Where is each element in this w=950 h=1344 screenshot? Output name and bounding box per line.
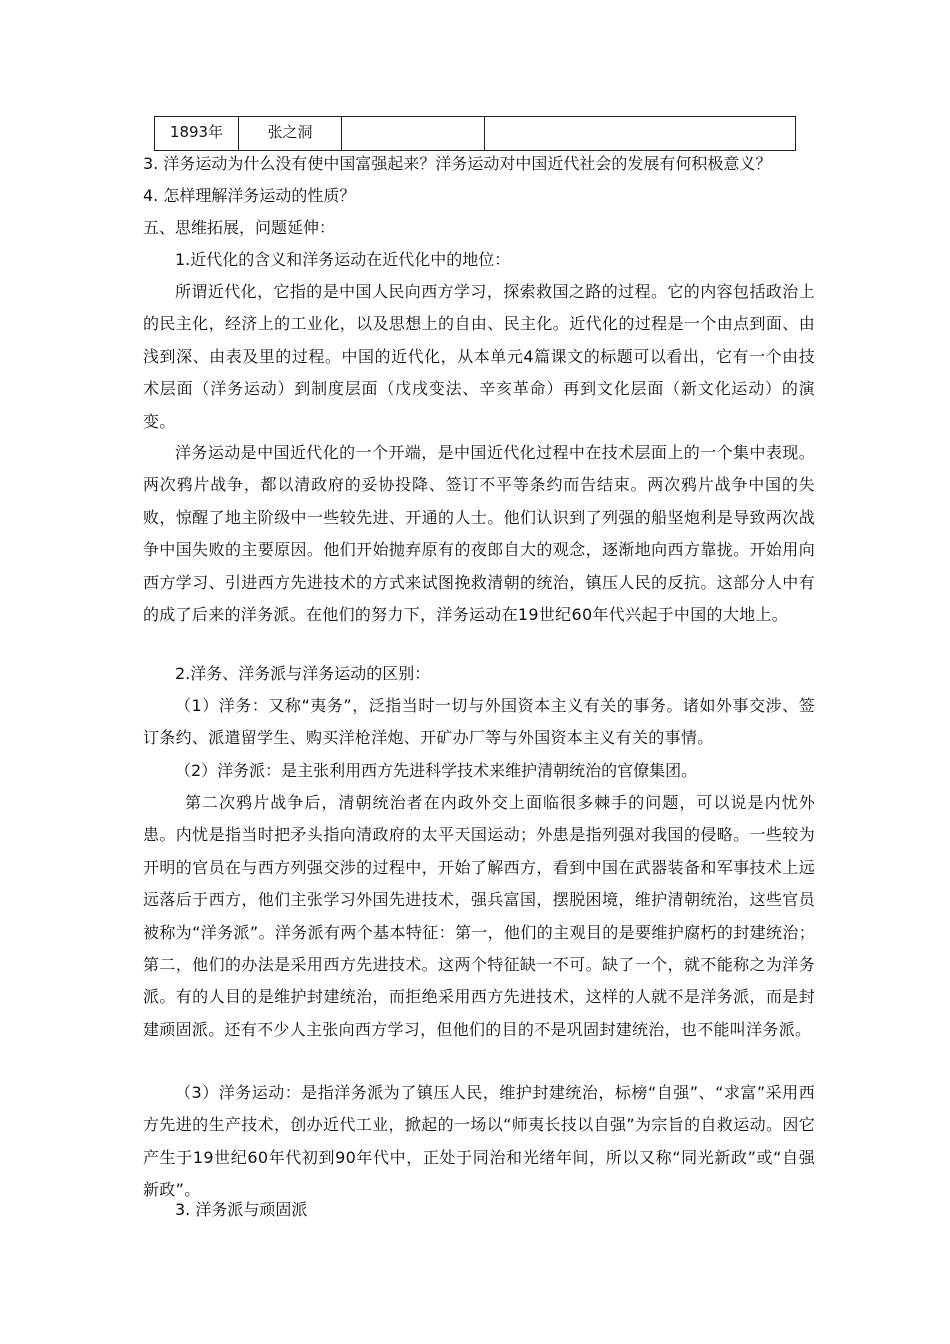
paragraph-yangwu-movement: （3）洋务运动：是指洋务派为了镇压人民，维护封建统治，标榜“自强”、“求富”采用西方先进的生产技术，创办近代工业，掀起的一场以“师夷长技以自强”为宗旨的自救运动。因它产生于19世纪60年代初到90年代中，正处于同治和光绪年间，所以又称“同光新政”或“自强新政”。 xyxy=(143,1083,815,1200)
table-row xyxy=(155,117,796,151)
subheading-3: 3. 洋务派与顽固派 xyxy=(175,1200,308,1219)
paragraph-yangwupai-definition: （2）洋务派：是主张利用西方先进科学技术来维护清朝统治的官僚集团。 xyxy=(175,761,698,780)
table-fragment xyxy=(154,116,796,151)
subheading-1: 1.近代化的含义和洋务运动在近代化中的地位： xyxy=(175,250,511,269)
paragraph-modernization: 所谓近代化，它指的是中国人民向西方学习，探索救国之路的过程。它的内容包括政治上的民主化，经济上的工业化，以及思想上的自由、民主化。近代化的过程是一个由点到面、由浅到深、由表及里的过程。中国的近代化，从本单元4篇课文的标题可以看出，它有一个由技术层面（洋务运动）到制度层面（戊戌变法、辛亥革命）再到文化层面（新文化运动）的演变。 xyxy=(143,282,815,431)
paragraph-westernization-start: 洋务运动是中国近代化的一个开端，是中国近代化过程中在技术层面上的一个集中表现。两次鸦片战争，都以清政府的妥协投降、签订不平等条约而告结束。两次鸦片战争中国的失败，惊醒了地主阶级中一些较先进、开通的人士。他们认识到了列强的船坚炮利是导致两次战争中国失败的主要原因。他们开始抛弃原有的夜郎自大的观念，逐渐地向西方靠拢。开始用向西方学习、引进西方先进技术的方式来试图挽救清朝的统治，镇压人民的反抗。这部分人中有的成了后来的洋务派。在他们的努力下，洋务运动在19世纪60年代兴起于中国的大地上。 xyxy=(143,443,815,625)
question-4: 4. 怎样理解洋务运动的性质？ xyxy=(143,186,356,205)
section-heading: 五、思维拓展，问题延伸： xyxy=(143,218,336,237)
question-3: 3. 洋务运动为什么没有使中国富强起来？洋务运动对中国近代社会的发展有何积极意义？ xyxy=(143,154,772,173)
subheading-2: 2.洋务、洋务派与洋务运动的区别： xyxy=(175,664,431,683)
paragraph-yangwupai-detail: 第二次鸦片战争后，清朝统治者在内政外交上面临很多棘手的问题，可以说是内忧外患。内忧是指当时把矛头指向清政府的太平天国运动；外患是指列强对我国的侵略。一些较为开明的官员在与西方列强交涉的过程中，开始了解西方，看到中国在武器装备和军事技术上远远落后于西方，他们主张学习外国先进技术，强兵富国，摆脱困境，维护清朝统治，这些官员被称为“洋务派”。洋务派有两个基本特征：第一，他们的主观目的是要维护腐朽的封建统治；第二，他们的办法是采用西方先进技术。这两个特征缺一不可。缺了一个，就不能称之为洋务派。有的人目的是维护封建统治，而拒绝采用西方先进技术，这样的人就不是洋务派，而是封建顽固派。还有不少人主张向西方学习，但他们的目的不是巩固封建统治，也不能叫洋务派。 xyxy=(143,793,815,1039)
table-cell-year: 1893年 xyxy=(155,117,239,151)
paragraph-yangwu-definition: （1）洋务：又称“夷务”，泛指当时一切与外国资本主义有关的事务。诸如外事交涉、签订条约、派遣留学生、购买洋枪洋炮、开矿办厂等与外国资本主义有关的事情。 xyxy=(143,696,815,748)
table-cell-person: 张之洞 xyxy=(239,117,342,151)
table-cell-empty xyxy=(485,117,796,151)
table-cell-empty xyxy=(342,117,485,151)
